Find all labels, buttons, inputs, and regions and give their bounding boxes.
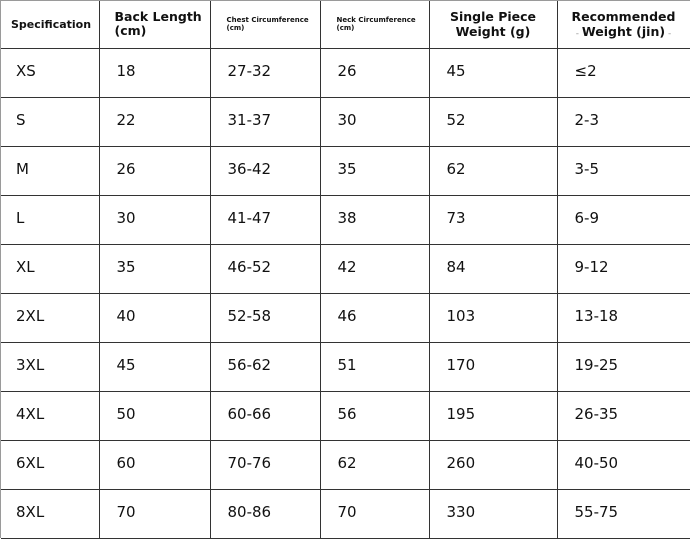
cell-back-length: 50 [99,391,210,440]
header-chest-circumference [210,1,320,48]
cell-single-piece-weight: 62 [429,146,557,195]
cell-chest-circumference: 52-58 [210,293,320,342]
header-chest-line1: Chest Circumference [226,16,309,25]
cell-recommended-weight: 9-12 [557,244,690,293]
cell-neck-circumference: 51 [320,342,429,391]
cell-recommended-weight: 6-9 [557,195,690,244]
cell-specification: 8XL [1,489,99,538]
header-recommended-line1: Recommended [571,8,676,24]
decorative-dash-left: - [575,28,582,39]
table-row [1,489,690,538]
table-row [1,440,690,489]
cell-chest-circumference: 46-52 [210,244,320,293]
cell-specification: 6XL [1,440,99,489]
table-row [1,244,690,293]
header-weight-line2: Weight (g) [455,24,531,40]
cell-chest-circumference: 41-47 [210,195,320,244]
cell-specification: S [1,97,99,146]
cell-single-piece-weight: 260 [429,440,557,489]
header-neck-line1: Neck Circumference [336,16,416,25]
header-back-length-line1: Back Length [114,8,202,24]
header-recommended-line2: Weight (jin) [581,23,666,39]
cell-recommended-weight: 13-18 [557,293,690,342]
table-row [1,48,690,97]
cell-chest-circumference: 27-32 [210,48,320,97]
header-neck-line2: (cm) [336,24,355,33]
cell-recommended-weight: 19-25 [557,342,690,391]
cell-neck-circumference: 35 [320,146,429,195]
cell-specification: 2XL [1,293,99,342]
cell-recommended-weight: 3-5 [557,146,690,195]
cell-back-length: 60 [99,440,210,489]
cell-single-piece-weight: 330 [429,489,557,538]
cell-neck-circumference: 56 [320,391,429,440]
header-back-length-line2: (cm) [114,23,147,39]
cell-back-length: 35 [99,244,210,293]
header-back-length [99,1,210,48]
cell-specification: XS [1,48,99,97]
cell-neck-circumference: 26 [320,48,429,97]
cell-single-piece-weight: 52 [429,97,557,146]
table-row [1,293,690,342]
decorative-dash-right: - [665,28,672,39]
cell-chest-circumference: 70-76 [210,440,320,489]
cell-neck-circumference: 42 [320,244,429,293]
cell-neck-circumference: 62 [320,440,429,489]
header-specification [1,1,99,48]
table-row [1,97,690,146]
cell-recommended-weight: 55-75 [557,489,690,538]
cell-chest-circumference: 60-66 [210,391,320,440]
table-row [1,342,690,391]
cell-back-length: 30 [99,195,210,244]
cell-single-piece-weight: 45 [429,48,557,97]
cell-specification: L [1,195,99,244]
cell-specification: 3XL [1,342,99,391]
header-recommended-weight [557,1,690,48]
cell-back-length: 26 [99,146,210,195]
header-neck-circumference [320,1,429,48]
cell-specification: M [1,146,99,195]
cell-recommended-weight: ≤2 [557,48,690,97]
header-specification-label: Specification [11,17,92,31]
size-table [1,1,690,539]
header-chest-line2: (cm) [226,24,245,33]
cell-single-piece-weight: 73 [429,195,557,244]
cell-chest-circumference: 56-62 [210,342,320,391]
cell-back-length: 45 [99,342,210,391]
cell-back-length: 22 [99,97,210,146]
cell-back-length: 40 [99,293,210,342]
cell-recommended-weight: 2-3 [557,97,690,146]
header-recommended-line2-wrap [558,24,690,40]
table-row [1,195,690,244]
cell-recommended-weight: 26-35 [557,391,690,440]
cell-recommended-weight: 40-50 [557,440,690,489]
cell-neck-circumference: 38 [320,195,429,244]
cell-back-length: 70 [99,489,210,538]
cell-single-piece-weight: 84 [429,244,557,293]
header-row [1,1,690,48]
cell-neck-circumference: 70 [320,489,429,538]
cell-specification: XL [1,244,99,293]
cell-single-piece-weight: 170 [429,342,557,391]
header-weight-line1: Single Piece [449,9,537,25]
header-single-piece-weight [429,1,557,48]
cell-single-piece-weight: 103 [429,293,557,342]
cell-single-piece-weight: 195 [429,391,557,440]
table-row [1,146,690,195]
cell-chest-circumference: 36-42 [210,146,320,195]
cell-chest-circumference: 80-86 [210,489,320,538]
cell-neck-circumference: 46 [320,293,429,342]
cell-chest-circumference: 31-37 [210,97,320,146]
table-row [1,391,690,440]
cell-back-length: 18 [99,48,210,97]
cell-specification: 4XL [1,391,99,440]
cell-neck-circumference: 30 [320,97,429,146]
